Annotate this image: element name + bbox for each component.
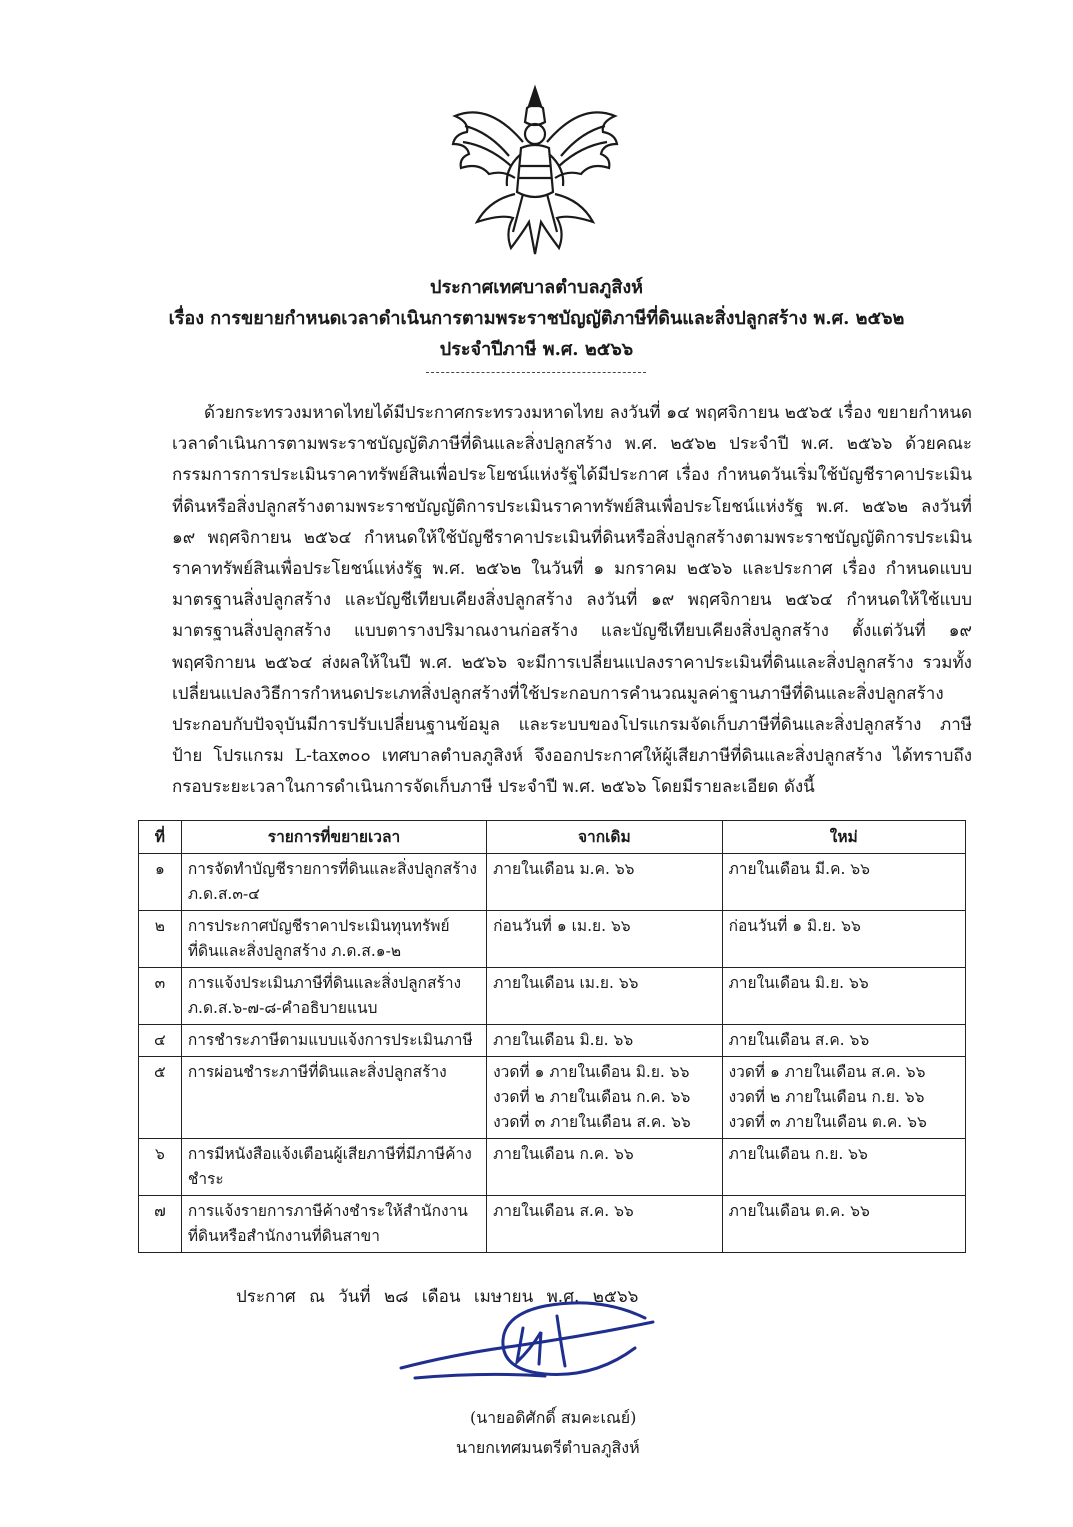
- table-row: [139, 1139, 966, 1196]
- cell-old: งวดที่ ๑ ภายในเดือน มิ.ย. ๖๖ งวดที่ ๒ ภายในเดือน ก.ค. ๖๖ งวดที่ ๓ ภายในเดือน ส.ค. ๖๖: [487, 1057, 722, 1139]
- cell-item: การผ่อนชำระภาษีที่ดินและสิ่งปลูกสร้าง: [181, 1057, 486, 1139]
- table-row: [139, 1057, 966, 1139]
- announcement-title: ประกาศเทศบาลตำบลภูสิงห์: [430, 277, 643, 298]
- cell-old: ภายในเดือน ส.ค. ๖๖: [487, 1196, 722, 1253]
- title-divider: [426, 372, 646, 373]
- cell-old: ภายในเดือน มิ.ย. ๖๖: [487, 1025, 722, 1057]
- cell-new: ภายในเดือน ส.ค. ๖๖: [722, 1025, 965, 1057]
- cell-new: ภายในเดือน มี.ค. ๖๖: [722, 854, 965, 911]
- body-paragraph: ด้วยกระทรวงมหาดไทยได้มีประกาศกระทรวงมหาดไทย ลงวันที่ ๑๔ พฤศจิกายน ๒๕๖๕ เรื่อง ขยายกำหนดเวลาดำเนินการตามพระราชบัญญัติภาษีที่ดินและสิ่งปลูกสร้าง พ.ศ. ๒๕๖๒ ประจำปี พ.ศ. ๒๕๖๖ ด้วยคณะกรรมการการประเมินราคาทรัพย์สินเพื่อประโยชน์แห่งรัฐได้มีประกาศ เรื่อง กำหนดวันเริ่มใช้บัญชีราคาประเมินที่ดินหรือสิ่งปลูกสร้างตามพระราชบัญญัติการประเมินราคาทรัพย์สินเพื่อประโยชน์แห่งรัฐ พ.ศ. ๒๕๖๒ ลงวันที่ ๑๙ พฤศจิกายน ๒๕๖๔ กำหนดให้ใช้บัญชีราคาประเมินที่ดินหรือสิ่งปลูกสร้างตามพระราชบัญญัติการประเมินราคาทรัพย์สินเพื่อประโยชน์แห่งรัฐ พ.ศ. ๒๕๖๒ ในวันที่ ๑ มกราคม ๒๕๖๖ และประกาศ เรื่อง กำหนดแบบมาตรฐานสิ่งปลูกสร้าง และบัญชีเทียบเคียงสิ่งปลูกสร้าง ลงวันที่ ๑๙ พฤศจิกายน ๒๕๖๔ กำหนดให้ใช้แบบมาตรฐานสิ่งปลูกสร้าง แบบตารางปริมาณงานก่อสร้าง และบัญชีเทียบเคียงสิ่งปลูกสร้าง ตั้งแต่วันที่ ๑๙ พฤศจิกายน ๒๕๖๔ ส่งผลให้ในปี พ.ศ. ๒๕๖๖ จะมีการเปลี่ยนแปลงราคาประเมินที่ดินและสิ่งปลูกสร้าง รวมทั้งเปลี่ยนแปลงวิธีการกำหนดประเภทสิ่งปลูกสร้างที่ใช้ประกอบการคำนวณมูลค่าฐานภาษีที่ดินและสิ่งปลูกสร้าง ประกอบกับปัจจุบันมีการปรับเปลี่ยนฐานข้อมูล และระบบของโปรแกรมจัดเก็บภาษีที่ดินและสิ่งปลูกสร้าง ภาษีป้าย โปรแกรม L-tax๓๐๐ เทศบาลตำบลภูสิงห์ จึงออกประกาศให้ผู้เสียภาษีที่ดินและสิ่งปลูกสร้าง ได้ทราบถึงกรอบระยะเวลาในการดำเนินการจัดเก็บภาษี ประจำปี พ.ศ. ๒๕๖๖ โดยมีรายละเอียด ดังนี้: [172, 403, 972, 798]
- cell-item: การแจ้งประเมินภาษีที่ดินและสิ่งปลูกสร้าง ภ.ด.ส.๖-๗-๘-คำอธิบายแนบ: [181, 968, 486, 1025]
- header-item: รายการที่ขยายเวลา: [181, 821, 486, 854]
- cell-new: ก่อนวันที่ ๑ มิ.ย. ๖๖: [722, 911, 965, 968]
- header-old: จากเดิม: [487, 821, 722, 854]
- announcement-subject: เรื่อง การขยายกำหนดเวลาดำเนินการตามพระราชบัญญัติภาษีที่ดินและสิ่งปลูกสร้าง พ.ศ. ๒๕๖๒: [168, 308, 905, 329]
- cell-no: ๗: [139, 1196, 182, 1253]
- header-new: ใหม่: [722, 821, 965, 854]
- garuda-emblem-icon: [449, 82, 621, 257]
- cell-item: การชำระภาษีตามแบบแจ้งการประเมินภาษี: [181, 1025, 486, 1057]
- tax-year-line: ประจำปีภาษี พ.ศ. ๒๕๖๖: [439, 339, 634, 360]
- table-row: [139, 854, 966, 911]
- cell-old: ภายในเดือน ม.ค. ๖๖: [487, 854, 722, 911]
- cell-new: ภายในเดือน ต.ค. ๖๖: [722, 1196, 965, 1253]
- header-no: ที่: [139, 821, 182, 854]
- cell-item: การแจ้งรายการภาษีค้างชำระให้สำนักงานที่ดินหรือสำนักงานที่ดินสาขา: [181, 1196, 486, 1253]
- cell-no: ๑: [139, 854, 182, 911]
- schedule-table: [138, 820, 966, 1253]
- cell-old: ภายในเดือน ก.ค. ๖๖: [487, 1139, 722, 1196]
- cell-item: การประกาศบัญชีราคาประเมินทุนทรัพย์ที่ดินและสิ่งปลูกสร้าง ภ.ด.ส.๑-๒: [181, 911, 486, 968]
- table-row: [139, 911, 966, 968]
- cell-new: ภายในเดือน ก.ย. ๖๖: [722, 1139, 965, 1196]
- table-row: [139, 1025, 966, 1057]
- cell-item: การมีหนังสือแจ้งเตือนผู้เสียภาษีที่มีภาษีค้างชำระ: [181, 1139, 486, 1196]
- cell-new: งวดที่ ๑ ภายในเดือน ส.ค. ๖๖ งวดที่ ๒ ภายในเดือน ก.ย. ๖๖ งวดที่ ๓ ภายในเดือน ต.ค. ๖๖: [722, 1057, 965, 1139]
- table-row: [139, 1196, 966, 1253]
- signer-name: (นายอดิศักดิ์ สมคะเณย์): [470, 1408, 637, 1427]
- table-row: [139, 968, 966, 1025]
- cell-no: ๔: [139, 1025, 182, 1057]
- cell-new: ภายในเดือน มิ.ย. ๖๖: [722, 968, 965, 1025]
- cell-old: ก่อนวันที่ ๑ เม.ย. ๖๖: [487, 911, 722, 968]
- cell-no: ๖: [139, 1139, 182, 1196]
- cell-no: ๓: [139, 968, 182, 1025]
- cell-old: ภายในเดือน เม.ย. ๖๖: [487, 968, 722, 1025]
- signer-title: นายกเทศมนตรีตำบลภูสิงห์: [456, 1438, 640, 1457]
- handwritten-signature: [395, 1288, 665, 1398]
- announcement-date: ประกาศ ณ วันที่ ๒๘ เดือน เมษายน พ.ศ. ๒๕๖๖: [236, 1287, 639, 1307]
- cell-no: ๒: [139, 911, 182, 968]
- table-header-row: [139, 821, 966, 854]
- cell-item: การจัดทำบัญชีรายการที่ดินและสิ่งปลูกสร้าง ภ.ด.ส.๓-๔: [181, 854, 486, 911]
- cell-no: ๕: [139, 1057, 182, 1139]
